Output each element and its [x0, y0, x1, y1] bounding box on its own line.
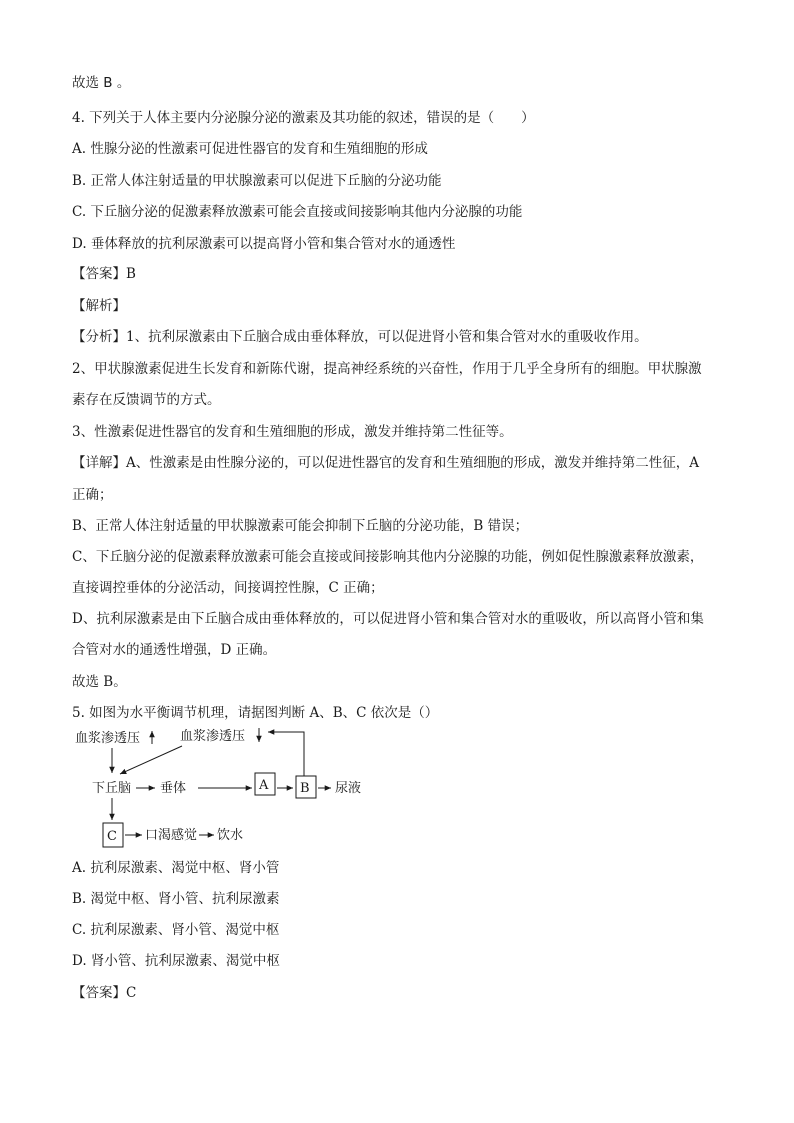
line-0: 故选 B 。 [72, 75, 131, 91]
q4-option-a: A. 性腺分泌的性激素可促进性器官的发育和生殖细胞的形成 [72, 141, 428, 157]
q4-detail-d2: 合管对水的通透性增强，D 正确。 [72, 642, 277, 658]
box-a-label: A [259, 778, 269, 793]
q4-stem: 4. 下列关于人体主要内分泌腺分泌的激素及其功能的叙述，错误的是（ ） [72, 110, 535, 126]
q5-option-a: A. 抗利尿激素、渴觉中枢、肾小管 [72, 860, 280, 876]
q4-detail-c2: 直接调控垂体的分泌活动，间接调控性腺，C 正确； [72, 580, 384, 596]
q5-option-d: D. 肾小管、抗利尿激素、渴觉中枢 [72, 953, 280, 969]
q4-analysis-2b: 素存在反馈调节的方式。 [72, 392, 221, 408]
q4-conclusion: 故选 B。 [72, 674, 127, 690]
feedback-arrow [268, 732, 304, 776]
pituitary-label: 垂体 [160, 781, 187, 796]
q4-option-c: C. 下丘脑分泌的促激素释放激素可能会直接或间接影响其他内分泌腺的功能 [72, 204, 523, 220]
q4-option-b: B. 正常人体注射适量的甲状腺激素可以促进下丘脑的分泌功能 [72, 173, 442, 189]
q4-detail-b: B、正常人体注射适量的甲状腺激素可能会抑制下丘脑的分泌功能，B 错误； [72, 518, 529, 534]
arrow-plasma-down-to-hypothalamus [120, 746, 182, 774]
q5-option-b: B. 渴觉中枢、肾小管、抗利尿激素 [72, 891, 280, 907]
hypothalamus-label: 下丘脑 [92, 781, 132, 796]
drink-label: 饮水 [217, 828, 244, 843]
water-balance-diagram [72, 722, 392, 852]
box-b-label: B [300, 781, 310, 796]
q5-stem: 5. 如图为水平衡调节机理，请据图判断 A、B、C 依次是（） [72, 705, 439, 721]
q4-detail-a: 【详解】A、性激素是由性腺分泌的，可以促进性器官的发育和生殖细胞的形成，激发并维持第二性征，A [72, 455, 699, 471]
q4-analysis-label: 【解析】 [72, 298, 126, 314]
thirst-label: 口渴感觉 [145, 828, 198, 843]
q4-detail-d: D、抗利尿激素是由下丘脑合成由垂体释放的，可以促进肾小管和集合管对水的重吸收，所以高肾小管和集 [72, 611, 704, 627]
q4-analysis-3: 3、性激素促进性器官的发育和生殖细胞的形成，激发并维持第二性征等。 [72, 424, 513, 440]
q4-answer: 【答案】B [72, 266, 136, 282]
urine-label: 尿液 [335, 781, 362, 796]
q5-option-c: C. 抗利尿激素、肾小管、渴觉中枢 [72, 922, 280, 938]
q4-analysis-2: 2、甲状腺激素促进生长发育和新陈代谢，提高神经系统的兴奋性，作用于几乎全身所有的细胞。甲状腺激 [72, 361, 702, 377]
plasma-osmotic-up-label: 血浆渗透压 [75, 731, 141, 746]
q4-detail-c: C、下丘脑分泌的促激素释放激素可能会直接或间接影响其他内分泌腺的功能，例如促性腺激素释放激素， [72, 549, 704, 565]
plasma-osmotic-down-label: 血浆渗透压 [180, 729, 246, 744]
q4-detail-a2: 正确； [72, 487, 113, 503]
q4-analysis-1: 【分析】1、抗利尿激素由下丘脑合成由垂体释放，可以促进肾小管和集合管对水的重吸收作用。 [72, 329, 648, 345]
box-c-label: C [107, 829, 117, 844]
q4-option-d: D. 垂体释放的抗利尿激素可以提高肾小管和集合管对水的通透性 [72, 236, 456, 252]
q5-answer: 【答案】C [72, 985, 137, 1001]
